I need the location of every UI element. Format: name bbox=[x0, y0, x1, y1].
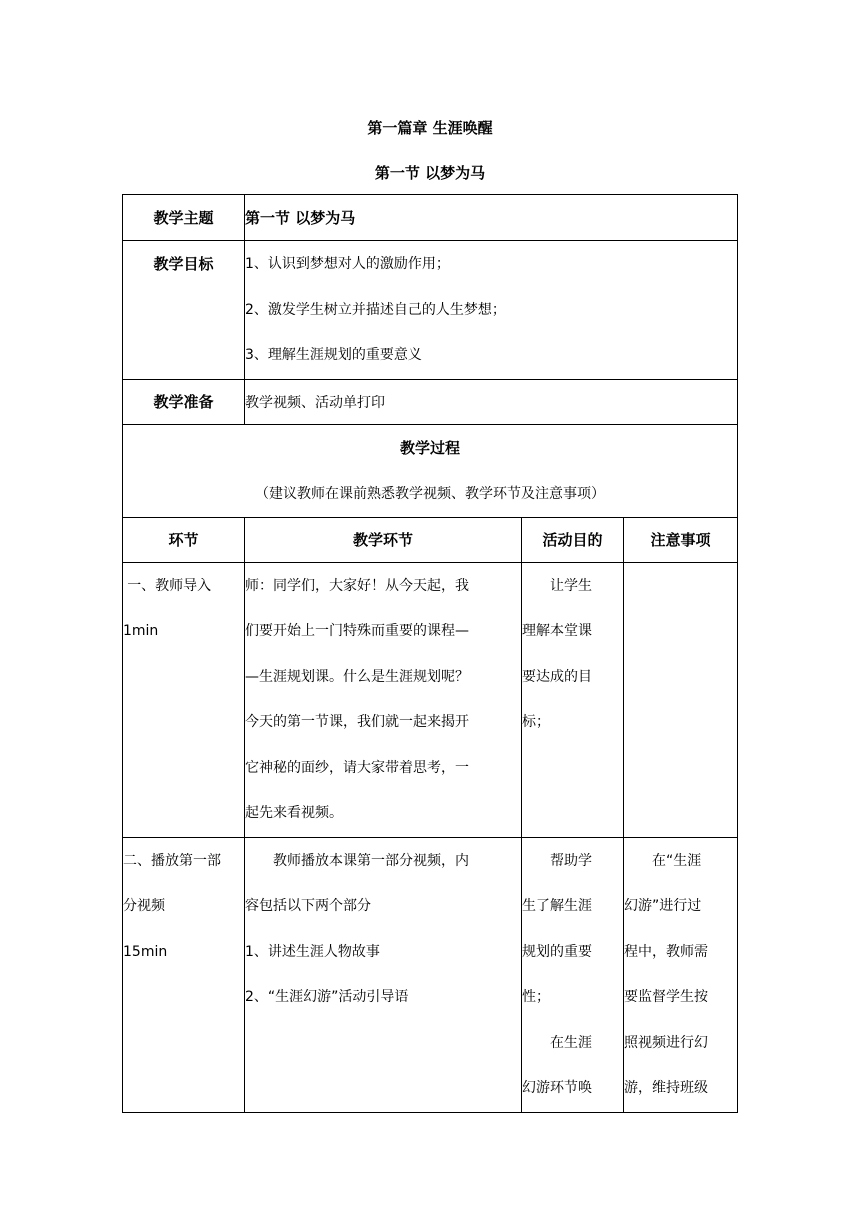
process-heading-row bbox=[123, 424, 738, 517]
goal-item: 1、认识到梦想对人的激励作用； bbox=[245, 256, 450, 272]
lesson-plan-table bbox=[122, 194, 738, 1113]
table-row bbox=[123, 837, 738, 1112]
process-note: （建议教师在课前熟悉教学视频、教学环节及注意事项） bbox=[255, 485, 605, 502]
theme-row bbox=[123, 195, 738, 241]
table-row bbox=[123, 562, 738, 837]
prep-row bbox=[123, 379, 738, 424]
chapter-title: 第一篇章 生涯唤醒 bbox=[367, 119, 493, 137]
content-cell: 师：同学们，大家好！从今天起，我 们要开始上一门特殊而重要的课程— —生涯规划课。什么是生涯规划呢？ 今天的第一节课，我们就一起来揭开 它神秘的面纱，请大家带着思考，一 起先来看视频。 bbox=[245, 562, 522, 837]
theme-label: 教学主题 bbox=[123, 195, 245, 241]
prep-label: 教学准备 bbox=[123, 379, 245, 424]
goal-item: 3、理解生涯规划的重要意义 bbox=[245, 347, 422, 363]
header-stage: 环节 bbox=[123, 517, 245, 562]
stage-cell: 一、教师导入 1min bbox=[123, 562, 245, 837]
purpose-cell: 让学生 理解本堂课 要达成的目 标； bbox=[522, 562, 624, 837]
notes-cell bbox=[624, 562, 738, 837]
goals-row bbox=[123, 241, 738, 380]
header-notes: 注意事项 bbox=[624, 517, 738, 562]
section-title: 第一节 以梦为马 bbox=[374, 164, 486, 182]
goal-item: 2、激发学生树立并描述自己的人生梦想； bbox=[245, 301, 506, 318]
process-header-row bbox=[123, 517, 738, 562]
prep-value: 教学视频、活动单打印 bbox=[245, 379, 738, 424]
notes-cell: 在“生涯 幻游”进行过 程中，教师需 要监督学生按 照视频进行幻 游，维持班级 bbox=[624, 837, 738, 1112]
theme-value: 第一节 以梦为马 bbox=[245, 195, 738, 241]
process-title: 教学过程 bbox=[399, 438, 460, 457]
goals-label: 教学目标 bbox=[123, 241, 245, 380]
purpose-cell: 帮助学 生了解生涯 规划的重要 性； 在生涯 幻游环节唤 bbox=[522, 837, 624, 1112]
header-content: 教学环节 bbox=[245, 517, 522, 562]
header-purpose: 活动目的 bbox=[522, 517, 624, 562]
goals-list bbox=[245, 241, 738, 380]
stage-cell: 二、播放第一部 分视频 15min bbox=[123, 837, 245, 1112]
content-cell: 教师播放本课第一部分视频，内 容包括以下两个部分 1、讲述生涯人物故事 2、“生涯幻游”活动引导语 bbox=[245, 837, 522, 1112]
